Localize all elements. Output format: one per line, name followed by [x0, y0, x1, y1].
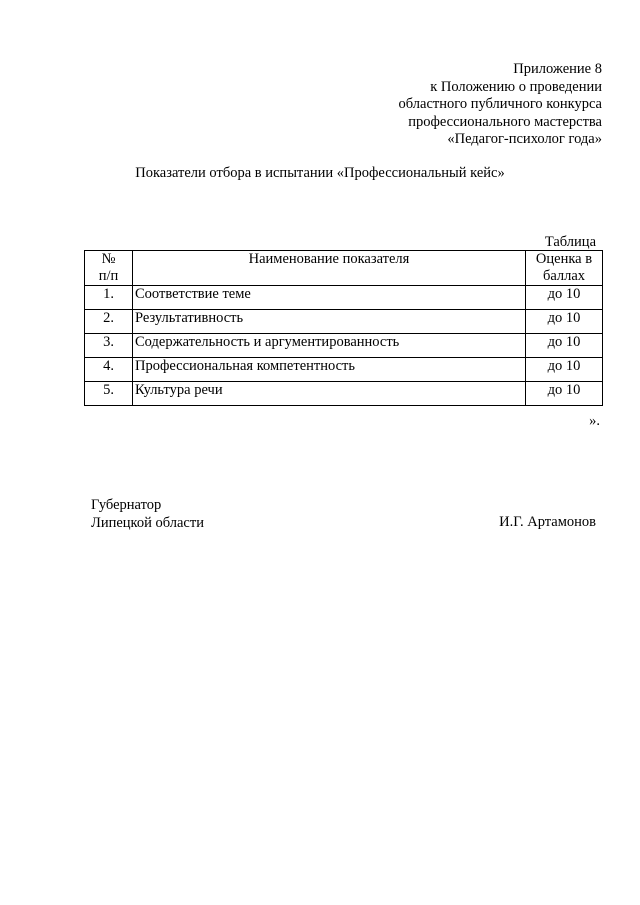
- header-score: [526, 251, 603, 286]
- appendix-header: [399, 61, 602, 149]
- appendix-line: Приложение 8: [513, 61, 602, 77]
- row-number: 5.: [85, 382, 133, 406]
- row-indicator-name: Культура речи: [133, 382, 526, 406]
- row-score: до 10: [526, 382, 603, 406]
- header-number: [85, 251, 133, 286]
- appendix-line: областного публичного конкурса: [398, 96, 602, 113]
- row-number: 1.: [85, 286, 133, 310]
- appendix-line: «Педагог-психолог года»: [447, 131, 602, 148]
- row-number: 2.: [85, 310, 133, 334]
- row-number: 3.: [85, 334, 133, 358]
- closing-quote: ».: [589, 413, 600, 429]
- signature-position: [91, 497, 204, 532]
- appendix-line: профессионального мастерства: [408, 113, 602, 130]
- row-score: до 10: [526, 334, 603, 358]
- table-row: [85, 334, 603, 358]
- row-score: до 10: [526, 286, 603, 310]
- row-indicator-name: Соответствие теме: [133, 286, 526, 310]
- indicators-table: [84, 250, 603, 406]
- signature-name: И.Г. Артамонов: [499, 514, 596, 530]
- header-score-line1: Оценка в: [535, 251, 593, 267]
- header-score-line2: баллах: [542, 267, 586, 284]
- header-number-line2: п/п: [98, 267, 119, 284]
- row-score: до 10: [526, 358, 603, 382]
- document-title: Показатели отбора в испытании «Профессиональный кейс»: [135, 165, 505, 181]
- table-row: [85, 358, 603, 382]
- signature-position-line1: Губернатор: [91, 497, 162, 513]
- header-indicator-name: Наименование показателя: [133, 251, 526, 286]
- row-indicator-name: Результативность: [133, 310, 526, 334]
- appendix-line: к Положению о проведении: [430, 78, 602, 95]
- table-row: [85, 382, 603, 406]
- row-number: 4.: [85, 358, 133, 382]
- header-number-line1: №: [101, 251, 116, 267]
- signature-position-line2: Липецкой области: [91, 514, 204, 531]
- table-row: [85, 286, 603, 310]
- row-indicator-name: Содержательность и аргументированность: [133, 334, 526, 358]
- table-header-row: [85, 251, 603, 286]
- table-row: [85, 310, 603, 334]
- table-caption: Таблица: [544, 234, 596, 250]
- row-indicator-name: Профессиональная компетентность: [133, 358, 526, 382]
- row-score: до 10: [526, 310, 603, 334]
